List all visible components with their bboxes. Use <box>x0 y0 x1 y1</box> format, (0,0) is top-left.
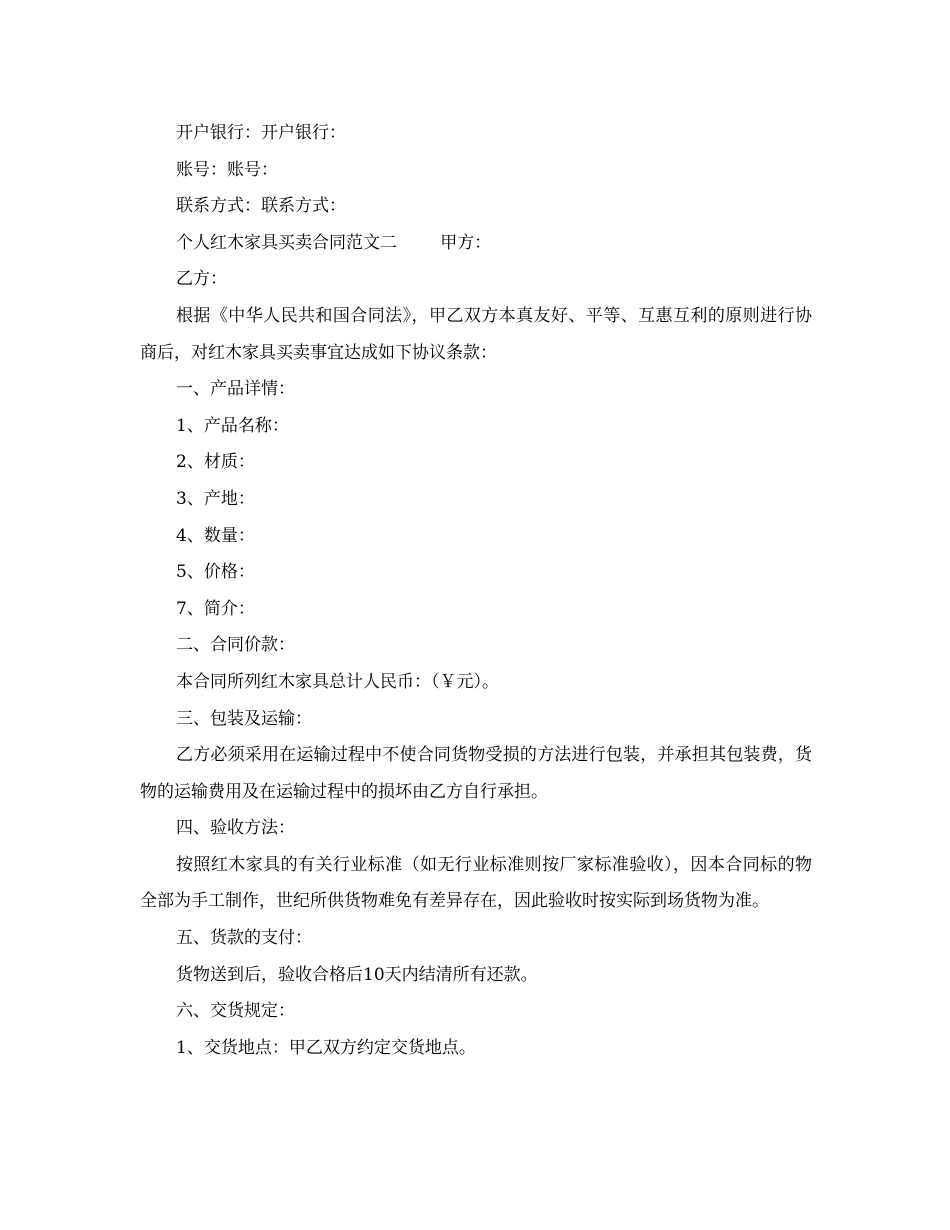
item-material: 2、材质： <box>176 452 255 473</box>
item-product-name: 1、产品名称： <box>176 415 289 436</box>
section-heading-packaging: 三、包装及运输： <box>176 708 312 729</box>
paragraph-contact: 联系方式：联系方式： <box>176 196 346 217</box>
section-heading-payment: 五、货款的支付： <box>176 928 312 949</box>
paragraph-total-price: 本合同所列红木家具总计人民币：（￥元）。 <box>176 671 499 692</box>
item-origin: 3、产地： <box>176 488 255 509</box>
section-heading-contract-price: 二、合同价款： <box>176 635 295 656</box>
item-quantity: 4、数量： <box>176 525 255 546</box>
paragraph-preamble: 根据《中华人民共和国合同法》，甲乙双方本真友好、平等、互惠互利的原则进行协商后，对红木家具买卖事宜达成如下协议条款： <box>140 305 812 363</box>
section-heading-product-details: 一、产品详情： <box>176 379 295 400</box>
section-heading-delivery: 六、交货规定： <box>176 1001 295 1022</box>
paragraph-packaging: 乙方必须采用在运输过程中不使合同货物受损的方法进行包装，并承担其包装费，货物的运输费用及在运输过程中的损坏由乙方自行承担。 <box>140 745 812 802</box>
item-delivery-location: 1、交货地点：甲乙双方约定交货地点。 <box>176 1037 476 1058</box>
item-price: 5、价格： <box>176 562 255 583</box>
paragraph-inspection: 按照红木家具的有关行业标准（如无行业标准则按厂家标准验收），因本合同标的物全部为手工制作，世纪所供货物难免有差异存在，因此验收时按实际到场货物为准。 <box>140 854 812 912</box>
document-body <box>140 115 812 1066</box>
paragraph-payment: 货物送到后，验收合格后10天内结清所有还款。 <box>176 964 538 985</box>
paragraph-party-b: 乙方： <box>176 269 227 290</box>
paragraph-account: 账号：账号： <box>176 159 278 180</box>
paragraph-bank: 开户银行：开户银行： <box>176 123 346 143</box>
item-introduction: 7、简介： <box>176 598 255 619</box>
section-heading-inspection: 四、验收方法： <box>176 818 295 839</box>
paragraph-title-party-a: 个人红木家具买卖合同范文二 甲方： <box>176 232 492 253</box>
